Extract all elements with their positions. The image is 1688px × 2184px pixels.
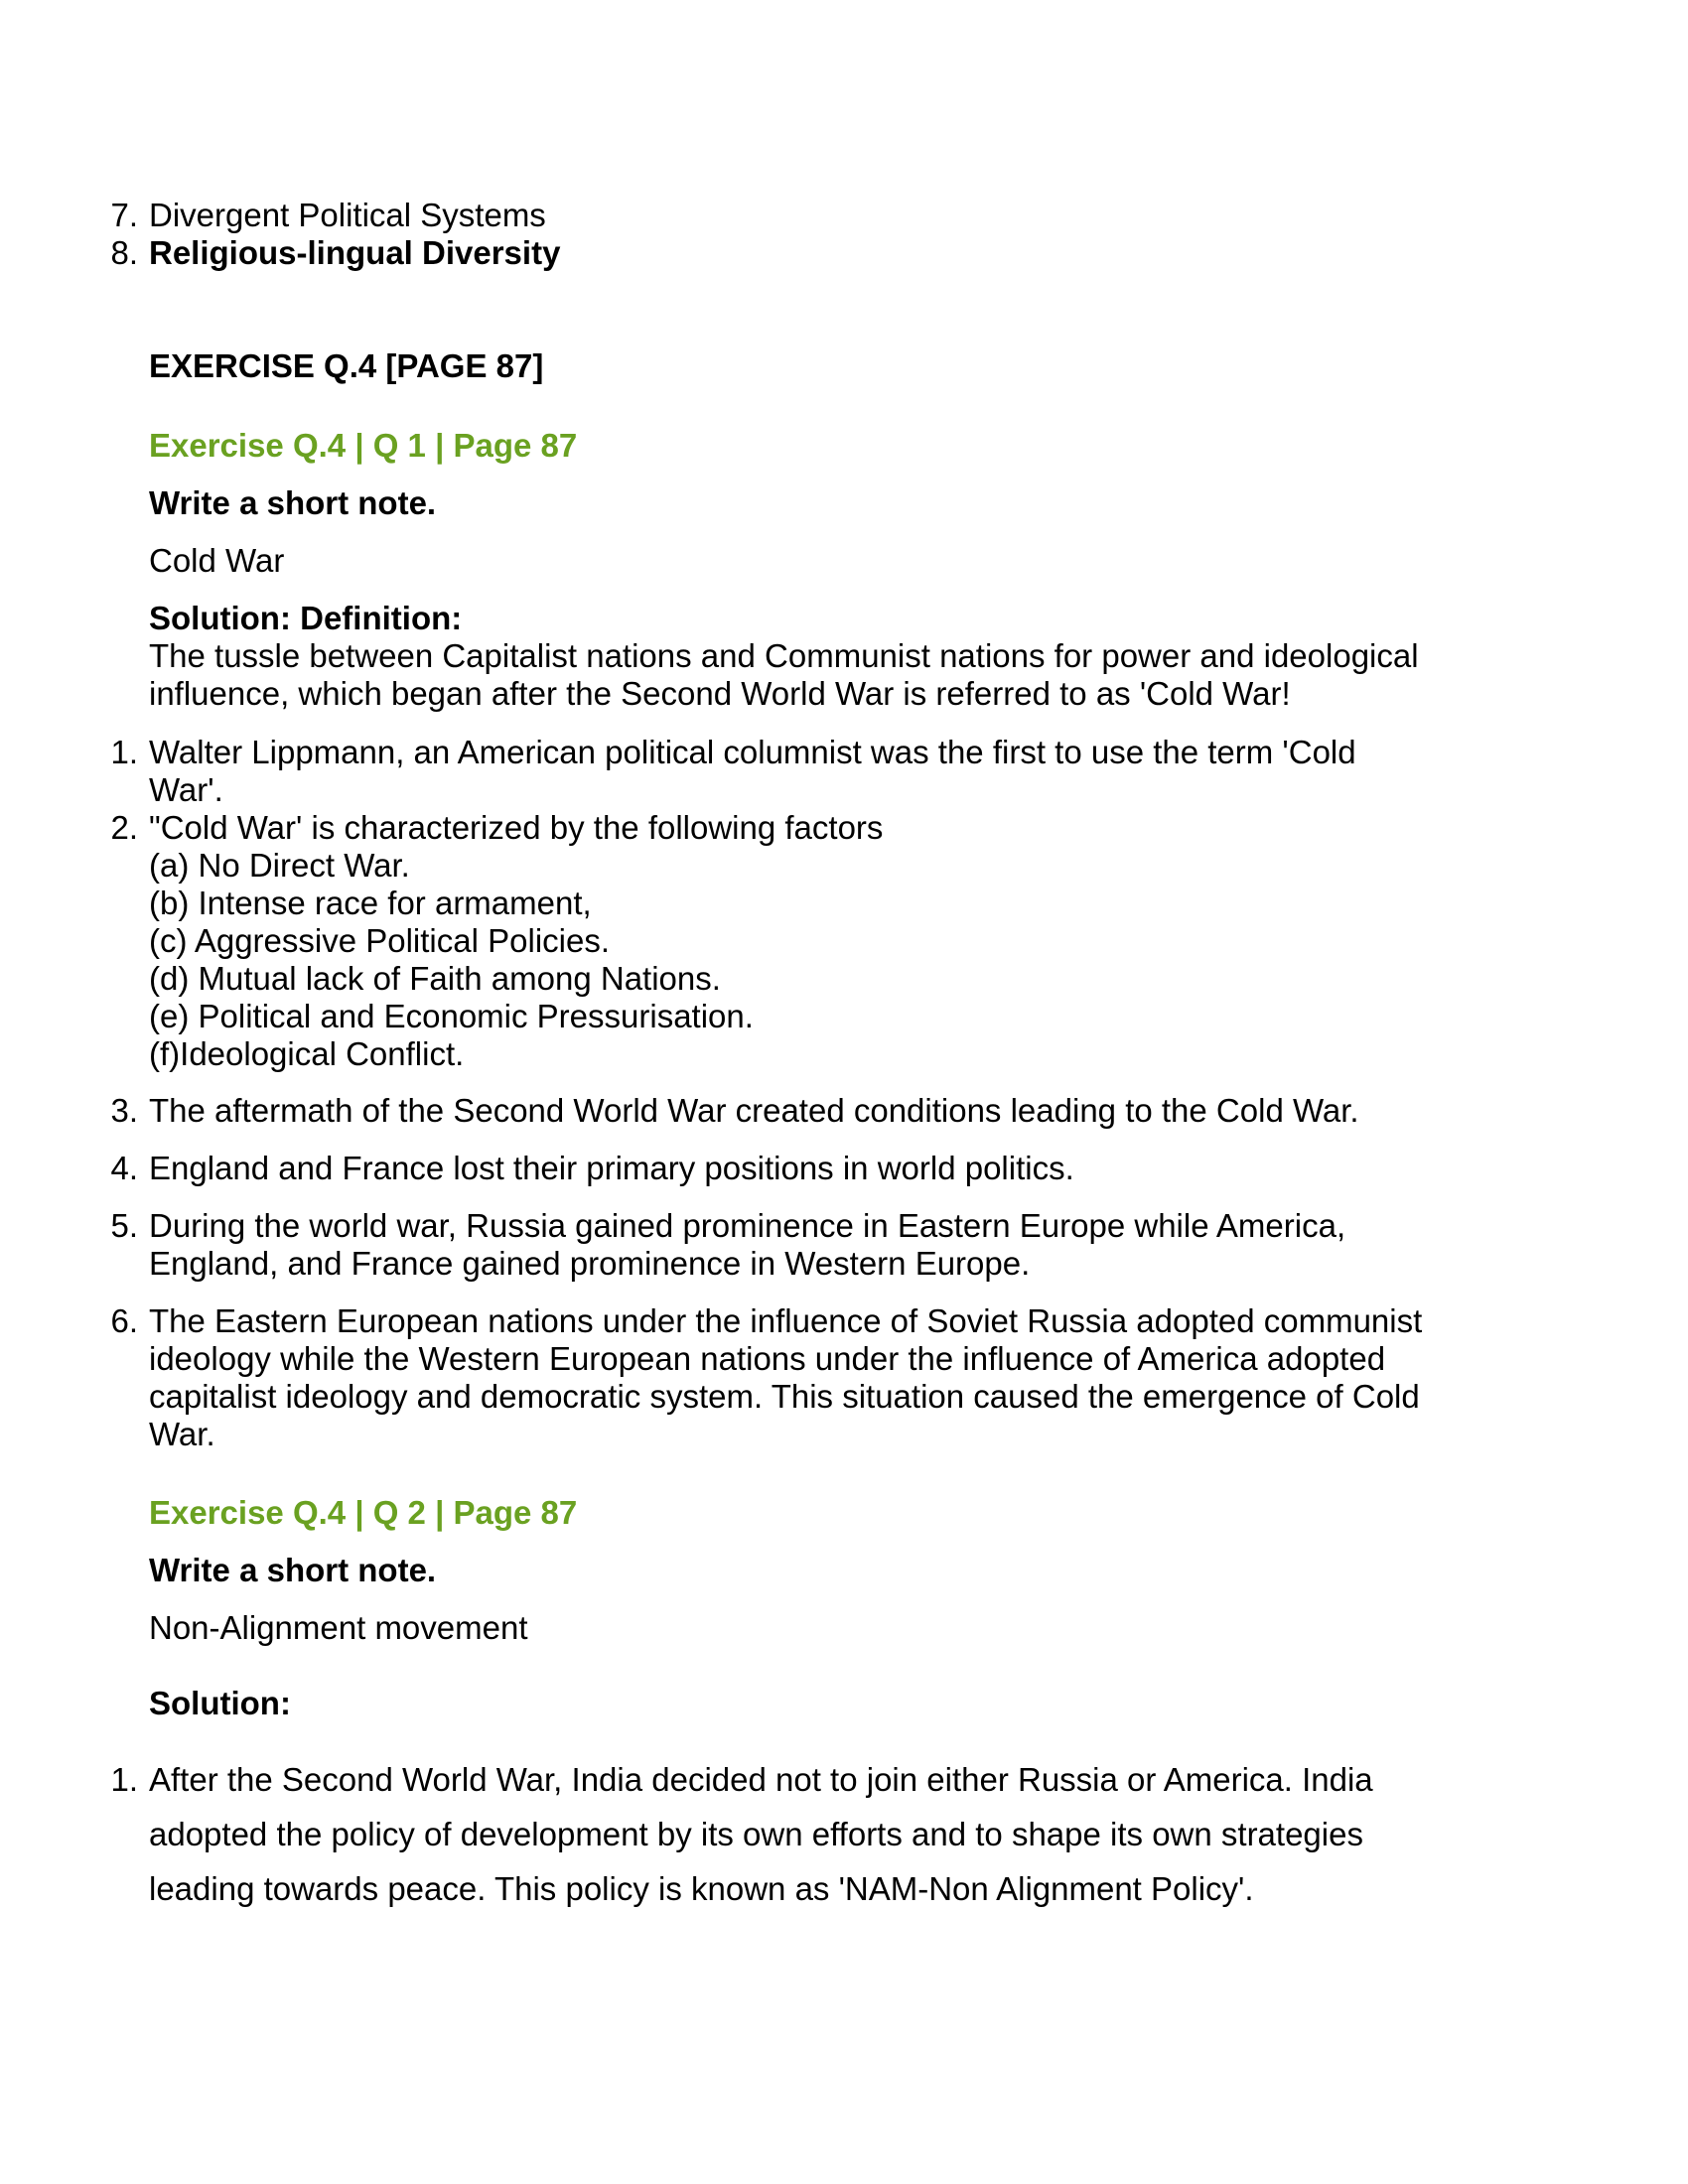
list-text: Divergent Political Systems — [149, 197, 546, 233]
sub-item: (c) Aggressive Political Policies. — [149, 922, 610, 959]
sub-item: (f)Ideological Conflict. — [149, 1035, 465, 1072]
solution-label: Solution: — [149, 1685, 291, 1721]
question-prompt: Write a short note. — [149, 1552, 437, 1588]
list-item: 3. The aftermath of the Second World War created conditions leading to the Cold War. — [110, 1092, 1359, 1129]
sub-item: (b) Intense race for armament, — [149, 885, 592, 921]
question-topic: Non-Alignment movement — [149, 1609, 528, 1646]
solution-label: Solution: Definition: — [149, 600, 463, 636]
list-item: 5. During the world war, Russia gained prominence in Eastern Europe while America, England, and France gained prominence in Western Europe. — [110, 1207, 1346, 1282]
list-number: 7. — [110, 197, 138, 233]
question-topic: Cold War — [149, 542, 285, 579]
list-item — [110, 197, 1539, 234]
list-number: 8. — [110, 234, 138, 271]
sub-item: (a) No Direct War. — [149, 847, 410, 884]
list-item: 4. England and France lost their primary positions in world politics. — [110, 1150, 1074, 1186]
question-ref: Exercise Q.4 | Q 2 | Page 87 — [149, 1494, 578, 1531]
question-ref: Exercise Q.4 | Q 1 | Page 87 — [149, 427, 578, 464]
question-prompt: Write a short note. — [149, 484, 437, 521]
list-item: 1. Walter Lippmann, an American political columnist was the first to use the term 'Cold War'. — [110, 734, 1356, 808]
definition-paragraph: The tussle between Capitalist nations and Communist nations for power and ideological influence, which began after the Second World War is referred to as 'Cold War! — [149, 637, 1419, 712]
sub-item: (e) Political and Economic Pressurisation. — [149, 998, 754, 1034]
list-item: 1. After the Second World War, India decided not to join either Russia or America. India adopted the policy of development by its own efforts and to shape its own strategies leading towards peace. This policy is known as 'NAM-Non Alignment Policy'. — [110, 1761, 1373, 1907]
list-text: Religious-lingual Diversity — [149, 234, 561, 271]
list-item: 2. "Cold War' is characterized by the following factors (a) No Direct War. (b) Intense race for armament, (c) Aggressive Political Policies. (d) Mutual lack of Faith among Nations. (e) Political and Economic Pressurisation. (f)Ideological Conflict. — [149, 809, 1539, 1073]
list-item: 6. The Eastern European nations under the influence of Soviet Russia adopted communist ideology while the Western European nations under the influence of America adopted capitalist ideology and democratic system. This situation caused the emergence of Cold War. — [110, 1302, 1423, 1452]
sub-item: (d) Mutual lack of Faith among Nations. — [149, 960, 721, 997]
list-item — [110, 234, 1539, 272]
section-title: EXERCISE Q.4 [PAGE 87] — [149, 347, 544, 384]
